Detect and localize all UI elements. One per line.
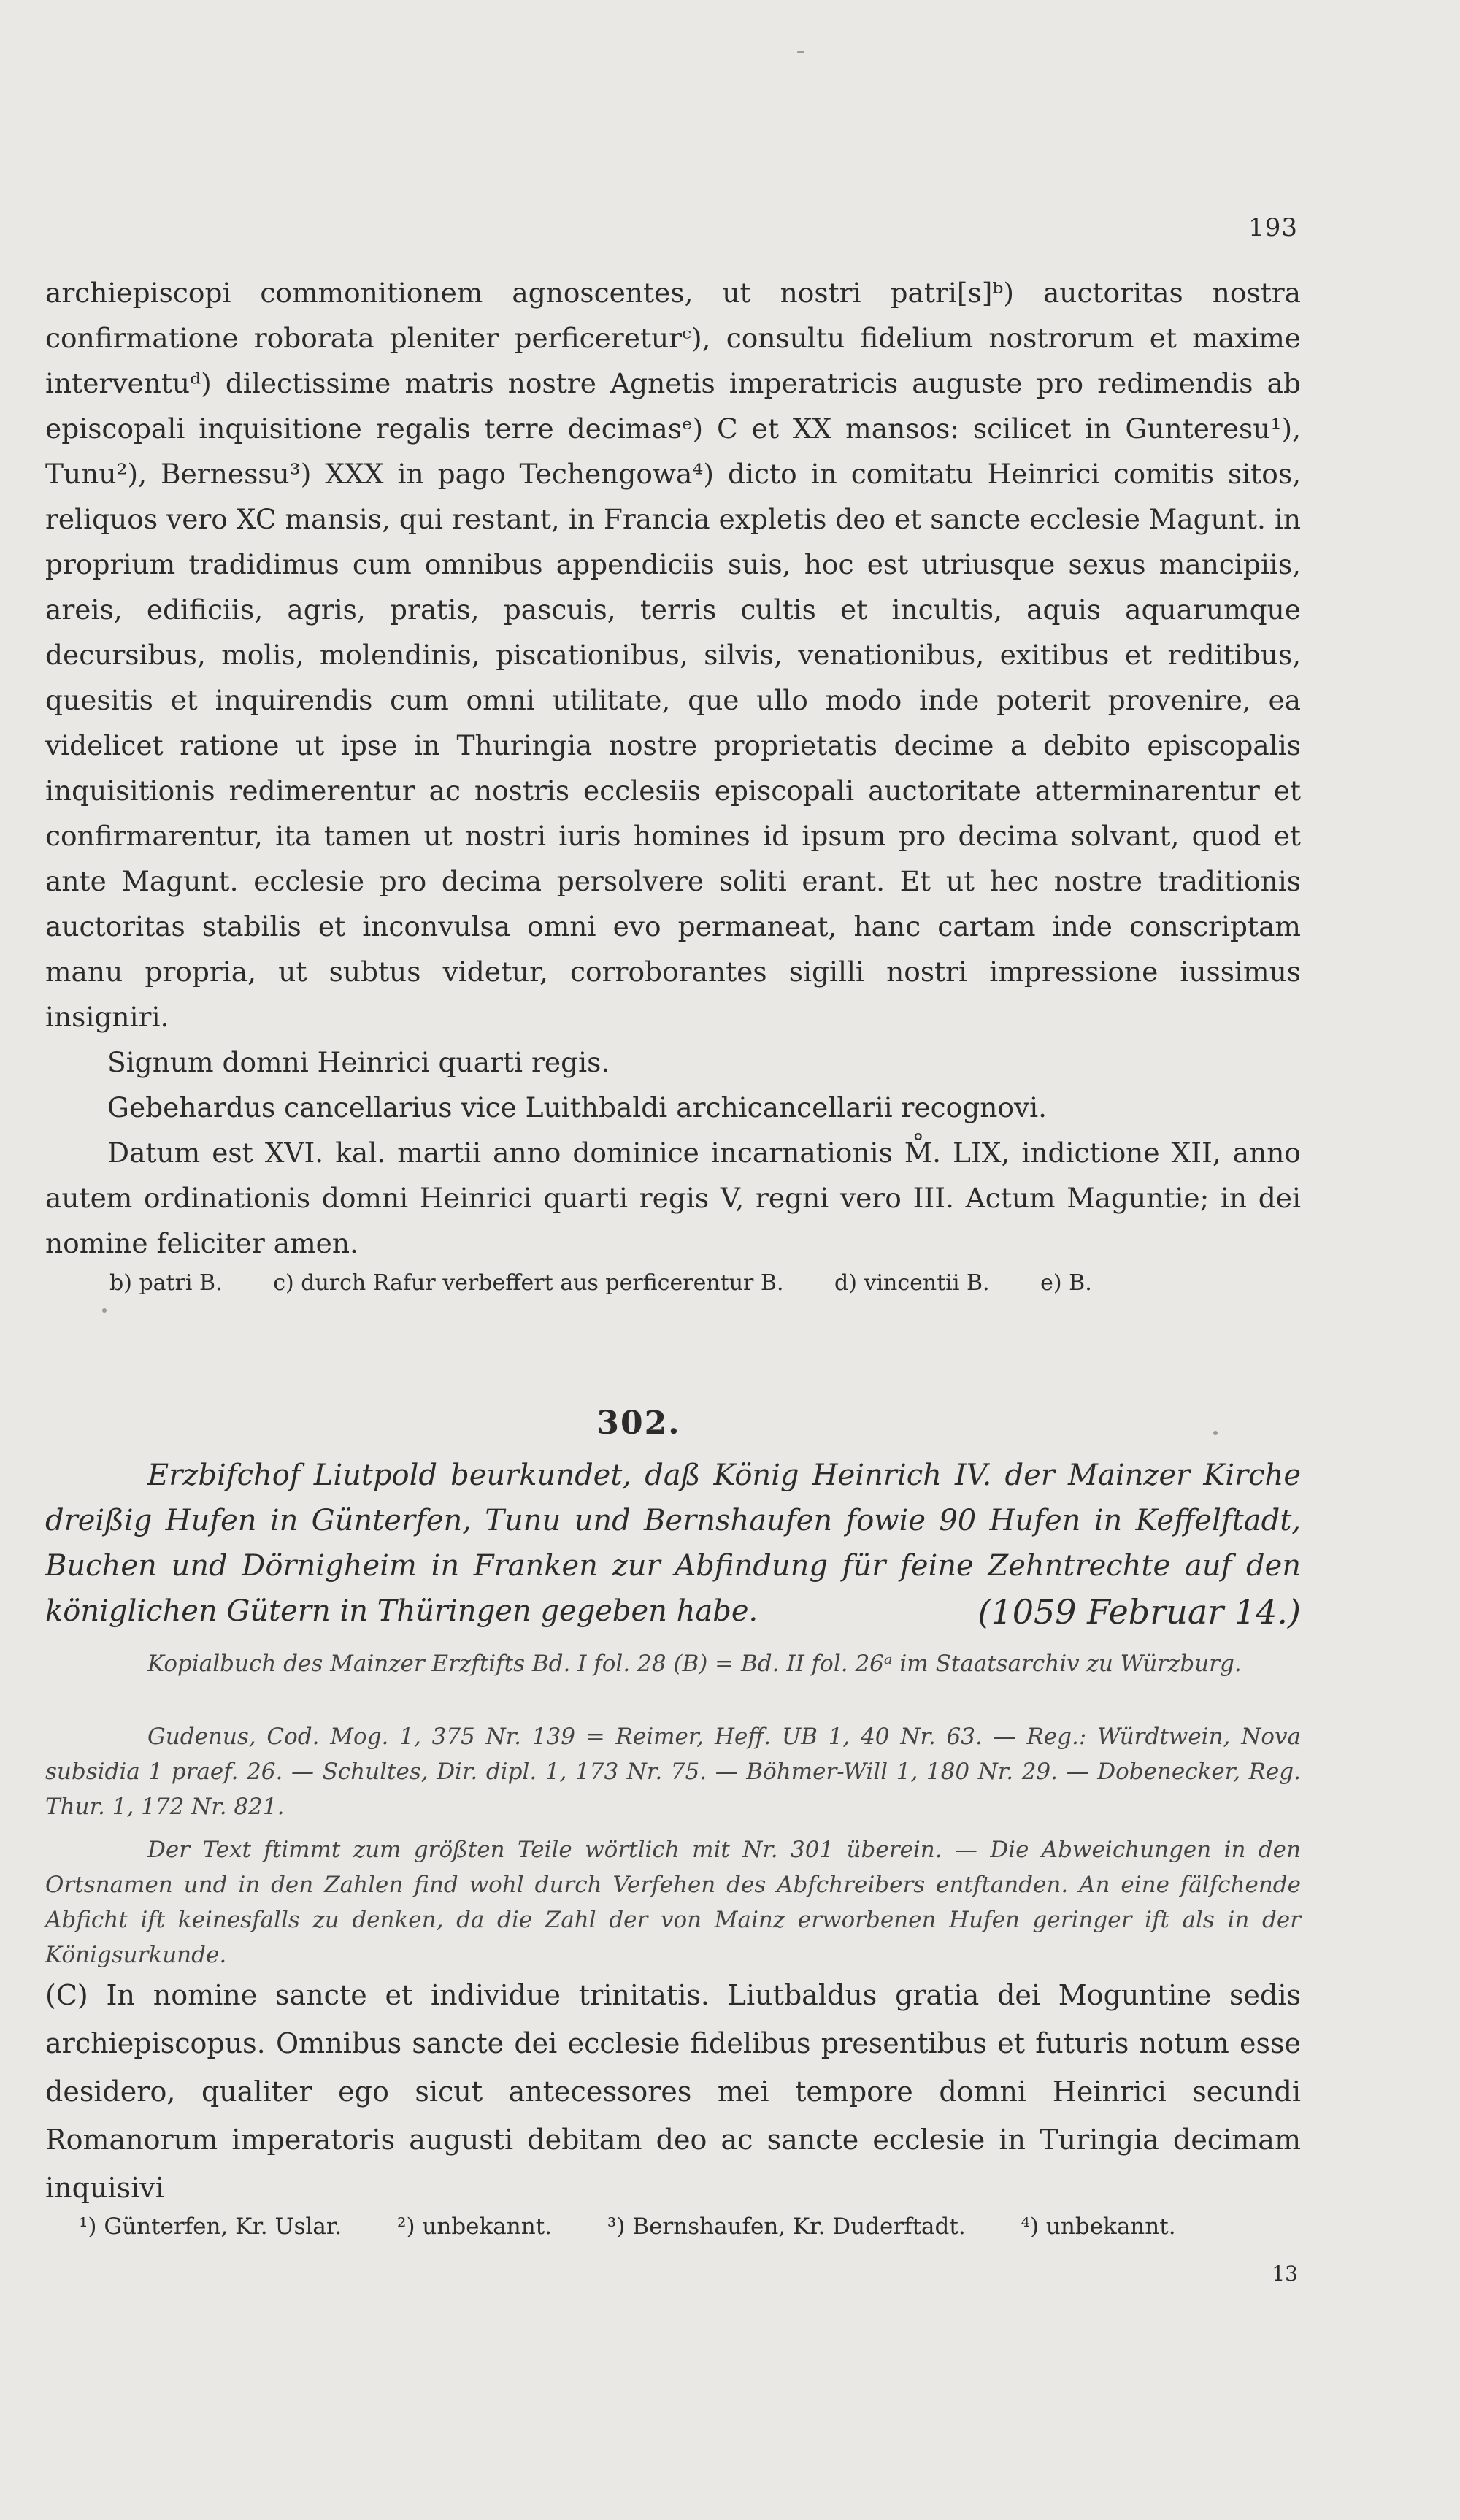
document-date: (1059 Februar 14.) (977, 1592, 1301, 1632)
source-manuscript: Kopialbuch des Mainzer Erzftifts Bd. I fol. 28 (B) = Bd. II fol. 26ᵃ im Staatsarchiv zu Würzburg. (147, 1651, 1242, 1677)
signum-line: Signum domni Heinrici quarti regis. (107, 1046, 610, 1078)
footnote-3: ³) Bernshaufen, Kr. Duderftadt. (607, 2213, 966, 2240)
regest-text: Erzbifchof Liutpold beurkundet, daß König Heinrich IV. der Mainzer Kirche dreißig Hufen in Günterfen, Tunu und Bernshaufen fowie 90 Hufen in Keffelftadt, Buchen und Dörnigheim in Franken zur Abfindung für feine Zehntrechte auf den königlichen Gütern in Thüringen gegeben habe. (45, 1459, 1301, 1628)
source-editions: Gudenus, Cod. Mog. 1, 375 Nr. 139 = Reimer, Heff. UB 1, 40 Nr. 63. — Reg.: Würdtwein, Nova subsidia 1 praef. 26. — Schultes, Dir. dipl. 1, 173 Nr. 75. — Böhmer-Will 1, 180 Nr. 29. — Dobenecker, Reg. Thur. 1, 172 Nr. 821. (45, 1724, 1301, 1820)
charter-301-body: archiepiscopi commonitionem agnoscentes, ut nostri patri[s]ᵇ) auctoritas nostra confirmatione roborata pleniter perficereturᶜ), consultu fidelium nostrorum et maxime interventuᵈ) dilectissime matris nostre Agnetis imperatricis auguste pro redimendis ab episcopali inquisitione regalis terre decimasᵉ) C et XX mansos: scilicet in Gunteresu¹), Tunu²), Bernessu³) XXX in pago Techengowa⁴) dicto in comitatu Heinrici comitis sitos, reliquos vero XC mansis, qui restant, in Francia expletis deo et sancte ecclesie Magunt. in proprium tradidimus cum omnibus appendiciis suis, hoc est utriusque sexus mancipiis, areis, edificiis, agris, pratis, pascuis, terris cultis et incultis, aquis aquarumque decursibus, molis, molendinis, piscationibus, silvis, venationibus, exitibus et reditibus, quesitis et inquirendis cum omni utilitate, que ullo modo inde poterit provenire, ea videlicet ratione ut ipse in Thuringia nostre proprietatis decime a debito episcopalis inquisitionis redimerentur ac nostris ecclesiis episcopali auctoritate atterminarentur et confirmarentur, ita tamen ut nostri iuris homines id ipsum pro decima solvant, quod et ante Magunt. ecclesie pro decima persolvere soliti erant. Et ut hec nostre traditionis auctoritas stabilis et inconvulsa omni evo permaneat, hanc cartam inde conscriptam manu propria, ut subtus videtur, corroborantes sigilli nostri impressione iussimus insigniri. (45, 277, 1301, 1033)
regest (45, 1453, 1301, 1635)
letter-footnotes (110, 1269, 1307, 1298)
paper-speck (1213, 1431, 1218, 1435)
footnote-1: ¹) Günterfen, Kr. Uslar. (79, 2213, 342, 2240)
footnote-4: ⁴) unbekannt. (1021, 2213, 1176, 2240)
charter-302-text: (C) In nomine sancte et individue trinitatis. Liutbaldus gratia dei Moguntine sedis archiepiscopus. Omnibus sancte dei ecclesie fidelibus presentibus et futuris notum esse desidero, qualiter ego sicut antecessores mei tempore domni Heinrici secundi Romanorum imperatoris augusti debitam deo ac sancte ecclesie in Turingia decimam inquisivi (45, 1979, 1301, 2204)
dating-clause: Datum est XVI. kal. martii anno dominice incarnationis M̊. LIX, indictione XII, anno autem ordinationis domni Heinrici quarti regis V, regni vero III. Actum Maguntie; in dei nomine feliciter amen. (45, 1137, 1301, 1259)
numbered-footnotes (79, 2212, 1305, 2241)
footnote-b: b) patri B. (110, 1270, 223, 1296)
charter-301-text (45, 270, 1301, 1266)
document-number: 302. (596, 1405, 681, 1442)
recognition-line: Gebehardus cancellarius vice Luithbaldi archicancellarii recognovi. (107, 1091, 1048, 1123)
footnote-2: ²) unbekannt. (397, 2213, 553, 2240)
editorial-note: Der Text ftimmt zum größten Teile wörtlich mit Nr. 301 überein. — Die Abweichungen in den Ortsnamen und in den Zahlen find wohl durch Verfehen des Abfchreibers entftanden. An eine fälfchende Abficht ift keinesfalls zu denken, da die Zahl der von Mainz erworbenen Hufen geringer ift als in der Königsurkunde. (45, 1837, 1301, 1968)
footnote-c: c) durch Rafur verbeffert aus perficerentur B. (273, 1270, 784, 1296)
footnote-e: e) B. (1040, 1270, 1092, 1296)
paper-speck (797, 51, 804, 53)
page-number: 193 (1248, 213, 1298, 242)
footnote-d: d) vincentii B. (834, 1270, 990, 1296)
printer-signature: 13 (1272, 2262, 1298, 2286)
paper-speck (102, 1308, 107, 1313)
